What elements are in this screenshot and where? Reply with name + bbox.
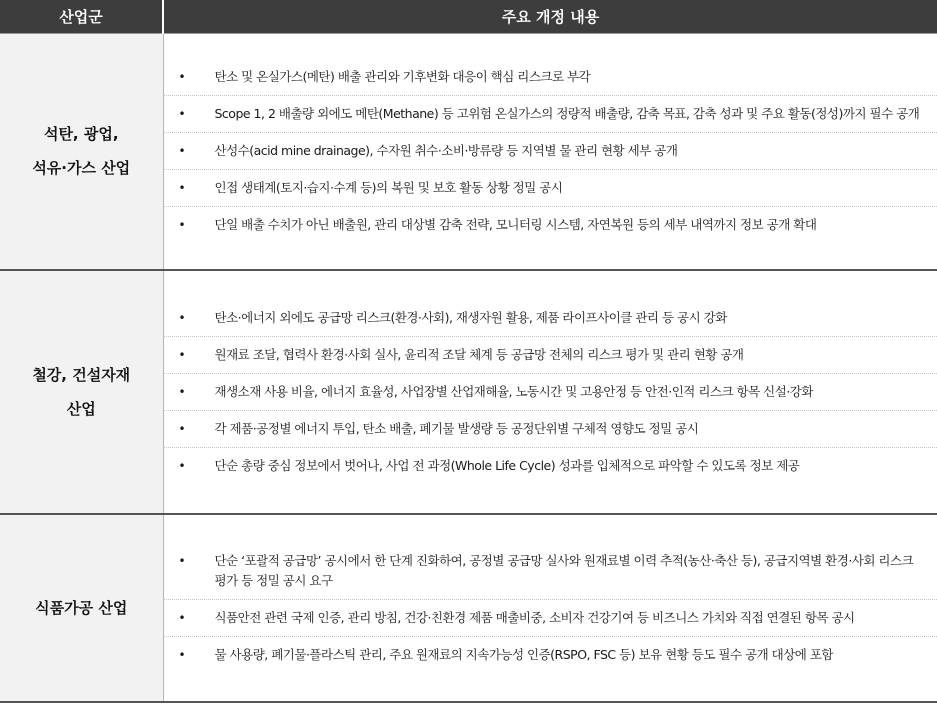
list-item-text: 탄소·에너지 외에도 공급망 리스크(환경·사회), 재생자원 활용, 제품 라이프사이클 관리 등 공시 강화 <box>214 309 727 325</box>
list-item-text: 인접 생태계(토지·습지·수계 등)의 복원 및 보호 활동 상황 정밀 공시 <box>214 180 563 196</box>
bullet-icon: • <box>178 458 186 473</box>
table-header-row <box>0 0 937 34</box>
bullet-icon: • <box>178 218 186 233</box>
industry-label: 식품가공 산업 <box>35 598 128 617</box>
industry-label: 철강, 건설자재 <box>32 365 131 384</box>
revision-cell <box>163 34 937 270</box>
list-item <box>164 96 937 133</box>
bullet-icon: • <box>178 610 186 625</box>
list-item-text: 각 제품·공정별 에너지 투입, 탄소 배출, 폐기물 발생량 등 공정단위별 구체적 영향도 정밀 공시 <box>214 420 699 436</box>
industry-cell <box>0 34 163 270</box>
industry-label: 산업 <box>66 399 96 418</box>
industry-cell <box>0 270 163 514</box>
table-row <box>0 34 937 270</box>
bullet-icon: • <box>178 647 186 662</box>
list-item-text: 원재료 조달, 협력사 환경·사회 실사, 윤리적 조달 체계 등 공급망 전체의 리스크 평가 및 관리 현황 공개 <box>214 346 744 362</box>
bullet-icon: • <box>178 384 186 399</box>
table-row <box>0 514 937 702</box>
list-item-text: 식품안전 관련 국제 인증, 관리 방침, 건강·친환경 제품 매출비중, 소비자 건강기여 등 비즈니스 가치와 직접 연결된 항목 공시 <box>214 609 855 625</box>
list-item <box>164 207 937 243</box>
list-item <box>164 448 937 484</box>
list-item <box>164 170 937 207</box>
revision-cell <box>163 514 937 702</box>
list-item <box>164 374 937 411</box>
list-item-text: 단순 ‘포괄적 공급망’ 공시에서 한 단계 진화하여, 공정별 공급망 실사와 원재료별 이력 추적(농산·축산 등), 공급지역별 환경·사회 리스크 평가 등 정밀 공시 요구 <box>214 552 914 588</box>
bullet-icon: • <box>178 70 186 85</box>
bullet-icon: • <box>178 181 186 196</box>
bullet-icon: • <box>178 347 186 362</box>
list-item <box>164 543 937 600</box>
revision-list <box>164 300 937 484</box>
list-item <box>164 133 937 170</box>
list-item-text: Scope 1, 2 배출량 외에도 메탄(Methane) 등 고위험 온실가스의 정량적 배출량, 감축 목표, 감축 성과 및 주요 활동(정성)까지 필수 공개 <box>214 106 920 122</box>
revision-list <box>164 59 937 243</box>
list-item-text: 탄소 및 온실가스(메탄) 배출 관리와 기후변화 대응이 핵심 리스크로 부각 <box>214 69 591 85</box>
industry-cell <box>0 514 163 702</box>
header-industry: 산업군 <box>0 0 163 34</box>
revision-cell <box>163 270 937 514</box>
list-item-text: 산성수(acid mine drainage), 수자원 취수·소비·방류량 등 지역별 물 관리 현황 세부 공개 <box>214 143 678 159</box>
list-item <box>164 637 937 673</box>
list-item <box>164 411 937 448</box>
list-item-text: 재생소재 사용 비율, 에너지 효율성, 사업장별 산업재해율, 노동시간 및 고용안정 등 안전·인적 리스크 항목 신설·강화 <box>214 383 813 399</box>
table-row <box>0 270 937 514</box>
industry-label: 석탄, 광업, <box>43 125 119 144</box>
bullet-icon: • <box>178 107 186 122</box>
bullet-icon: • <box>178 310 186 325</box>
list-item <box>164 337 937 374</box>
list-item-text: 단순 총량 중심 정보에서 벗어나, 사업 전 과정(Whole Life Cycle) 성과를 입체적으로 파악할 수 있도록 정보 제공 <box>214 457 800 473</box>
list-item-text: 단일 배출 수치가 아닌 배출원, 관리 대상별 감축 전략, 모니터링 시스템, 자연복원 등의 세부 내역까지 정보 공개 확대 <box>214 217 817 233</box>
list-item <box>164 300 937 337</box>
list-item <box>164 59 937 96</box>
list-item <box>164 600 937 637</box>
bullet-icon: • <box>178 421 186 436</box>
revision-list <box>164 543 937 673</box>
bullet-icon: • <box>178 553 186 568</box>
list-item-text: 물 사용량, 폐기물·플라스틱 관리, 주요 원재료의 지속가능성 인증(RSPO, FSC 등) 보유 현황 등도 필수 공개 대상에 포함 <box>214 646 834 662</box>
industry-label: 석유·가스 산업 <box>32 159 131 178</box>
bullet-icon: • <box>178 144 186 159</box>
header-revisions: 주요 개정 내용 <box>163 0 937 34</box>
